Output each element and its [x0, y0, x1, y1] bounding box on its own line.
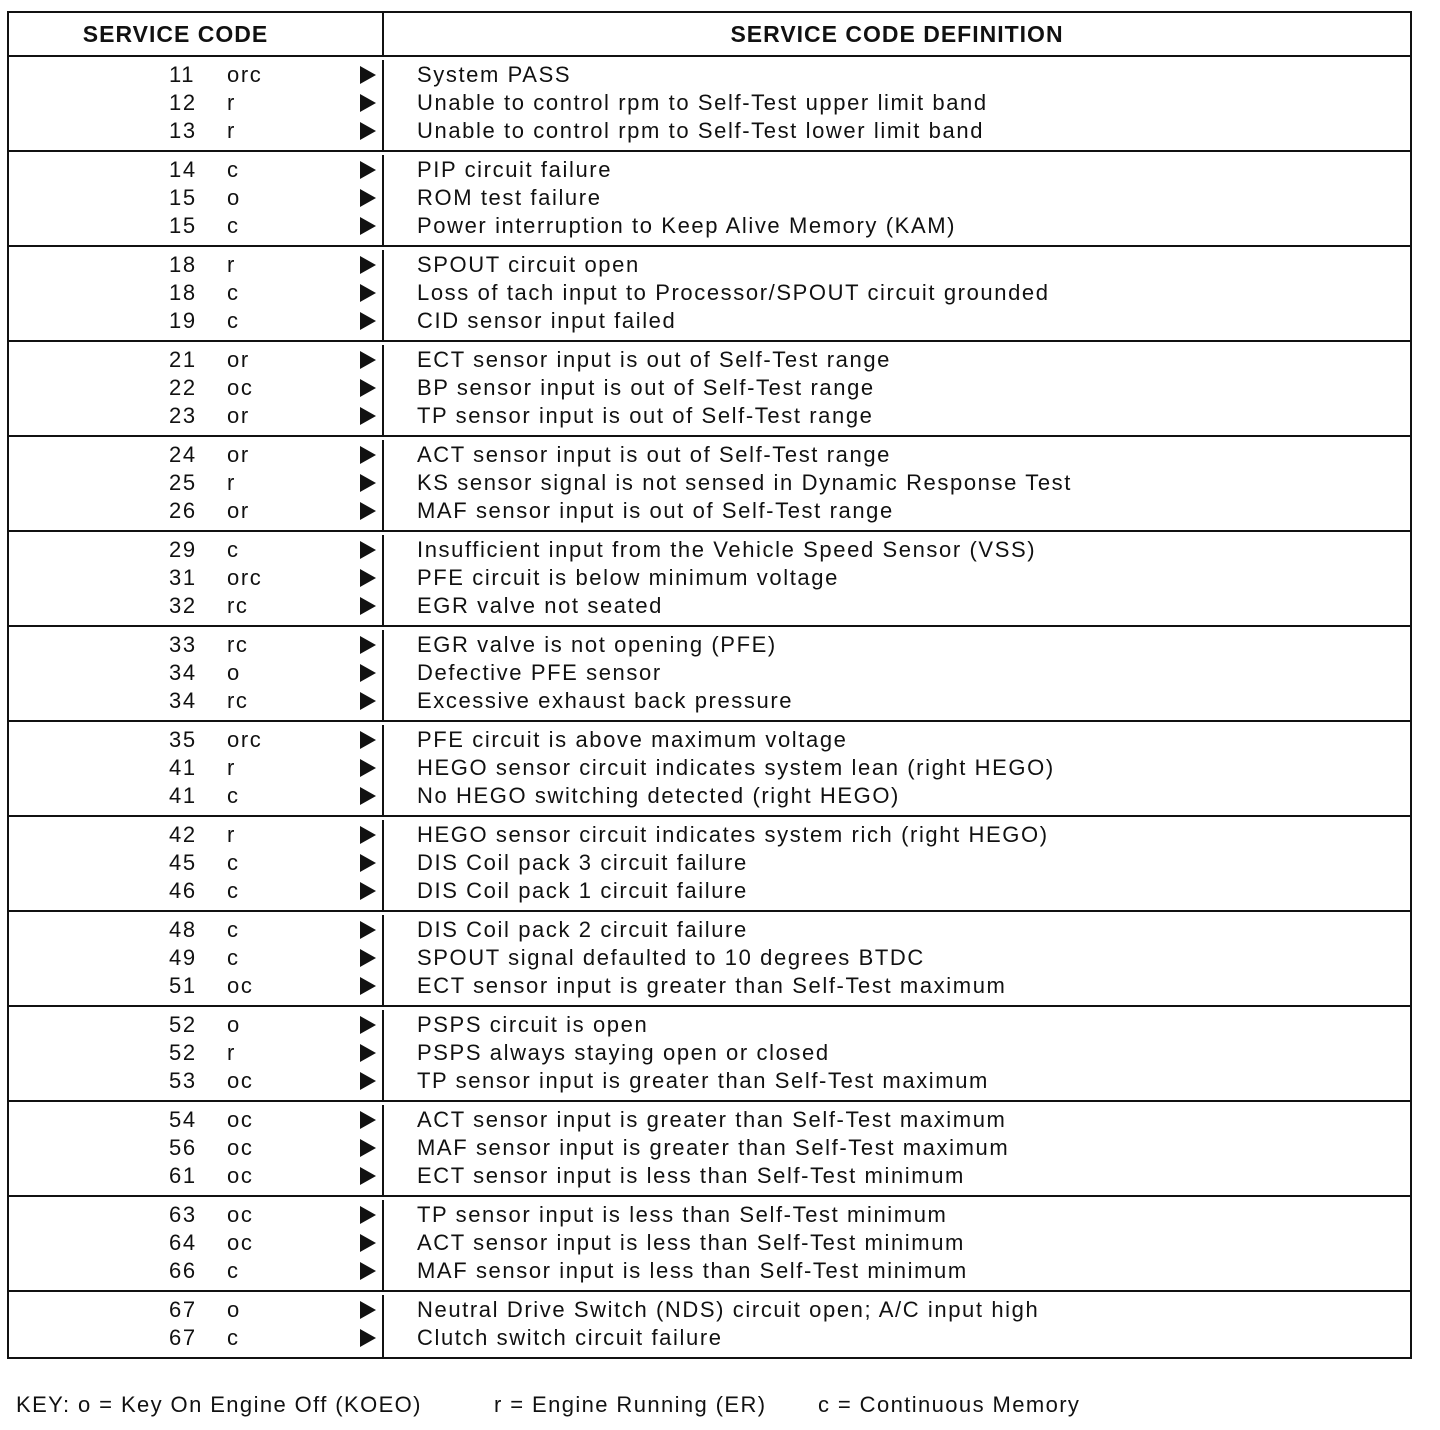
code-definition: Unable to control rpm to Self-Test lower limit band — [417, 118, 985, 143]
table-row — [9, 754, 382, 782]
service-code-number: 31 — [169, 565, 197, 590]
code-column — [9, 630, 384, 720]
test-condition: o — [227, 660, 241, 685]
code-definition: TP sensor input is out of Self-Test range — [417, 403, 874, 428]
code-group — [9, 1292, 1410, 1357]
pointer-arrow-icon — [360, 1301, 376, 1319]
definition-column — [384, 820, 1410, 910]
test-condition: r — [227, 1040, 236, 1065]
service-code-number: 12 — [169, 90, 197, 115]
test-condition: r — [227, 118, 236, 143]
code-definition: ACT sensor input is out of Self-Test range — [417, 442, 891, 467]
code-definition: EGR valve is not opening (PFE) — [417, 632, 777, 657]
service-code-number: 11 — [169, 62, 196, 87]
test-condition: oc — [227, 973, 254, 998]
code-definition: DIS Coil pack 2 circuit failure — [417, 917, 748, 942]
test-condition: rc — [227, 593, 249, 618]
pointer-arrow-icon — [360, 826, 376, 844]
service-code-number: 46 — [169, 878, 197, 903]
code-definition: ECT sensor input is less than Self-Test minimum — [417, 1163, 965, 1188]
pointer-arrow-icon — [360, 1111, 376, 1129]
table-row — [9, 374, 382, 402]
code-definition: Excessive exhaust back pressure — [417, 688, 794, 713]
pointer-arrow-icon — [360, 284, 376, 302]
code-group — [9, 437, 1410, 532]
test-condition: c — [227, 213, 240, 238]
table-row — [9, 564, 382, 592]
service-code-number: 21 — [169, 347, 197, 372]
definition-column — [384, 725, 1410, 815]
code-definition: TP sensor input is greater than Self-Test maximum — [417, 1068, 989, 1093]
test-condition: or — [227, 442, 250, 467]
pointer-arrow-icon — [360, 569, 376, 587]
service-code-number: 34 — [169, 660, 197, 685]
service-code-number: 19 — [169, 308, 197, 333]
table-row — [9, 687, 382, 715]
code-group — [9, 1007, 1410, 1102]
pointer-arrow-icon — [360, 446, 376, 464]
pointer-arrow-icon — [360, 692, 376, 710]
pointer-arrow-icon — [360, 1329, 376, 1347]
pointer-arrow-icon — [360, 882, 376, 900]
service-code-number: 42 — [169, 822, 197, 847]
service-code-number: 52 — [169, 1012, 197, 1037]
code-definition: PIP circuit failure — [417, 157, 613, 182]
code-group — [9, 1197, 1410, 1292]
service-code-number: 54 — [169, 1107, 197, 1132]
table-row — [9, 782, 382, 810]
table-row — [9, 659, 382, 687]
code-definition: No HEGO switching detected (right HEGO) — [417, 783, 900, 808]
code-definition: Insufficient input from the Vehicle Speed Sensor (VSS) — [417, 537, 1037, 562]
service-code-number: 15 — [169, 213, 197, 238]
service-code-number: 13 — [169, 118, 197, 143]
service-code-number: 52 — [169, 1040, 197, 1065]
service-code-number: 35 — [169, 727, 197, 752]
service-code-number: 18 — [169, 252, 197, 277]
code-column — [9, 1295, 384, 1357]
code-column — [9, 1200, 384, 1290]
table-row — [9, 89, 382, 117]
pointer-arrow-icon — [360, 66, 376, 84]
service-code-number: 14 — [169, 157, 197, 182]
service-code-number: 29 — [169, 537, 197, 562]
table-row — [9, 184, 382, 212]
code-definition: ACT sensor input is less than Self-Test minimum — [417, 1230, 965, 1255]
test-condition: or — [227, 347, 250, 372]
service-code-number: 51 — [169, 973, 197, 998]
code-definition: TP sensor input is less than Self-Test minimum — [417, 1202, 948, 1227]
service-code-number: 32 — [169, 593, 197, 618]
code-definition: Unable to control rpm to Self-Test upper limit band — [417, 90, 988, 115]
pointer-arrow-icon — [360, 541, 376, 559]
code-definition: HEGO sensor circuit indicates system lean (right HEGO) — [417, 755, 1055, 780]
definition-column — [384, 630, 1410, 720]
definition-column — [384, 60, 1410, 150]
pointer-arrow-icon — [360, 1167, 376, 1185]
code-column — [9, 820, 384, 910]
pointer-arrow-icon — [360, 312, 376, 330]
pointer-arrow-icon — [360, 731, 376, 749]
table-row — [9, 1039, 382, 1067]
table-row — [9, 279, 382, 307]
code-definition: Clutch switch circuit failure — [417, 1325, 723, 1350]
code-definition: MAF sensor input is greater than Self-Test maximum — [417, 1135, 1010, 1160]
pointer-arrow-icon — [360, 1016, 376, 1034]
table-row — [9, 212, 382, 240]
code-definition: MAF sensor input is out of Self-Test range — [417, 498, 894, 523]
table-row — [9, 1229, 382, 1257]
table-row — [9, 1296, 382, 1324]
table-row — [9, 469, 382, 497]
test-condition: rc — [227, 632, 249, 657]
service-code-number: 48 — [169, 917, 197, 942]
table-row — [9, 1324, 382, 1352]
code-definition: ACT sensor input is greater than Self-Test maximum — [417, 1107, 1007, 1132]
service-code-number: 67 — [169, 1325, 197, 1350]
code-group — [9, 57, 1410, 152]
service-code-header: SERVICE CODE — [9, 13, 384, 55]
legend-key-c: c = Continuous Memory — [818, 1392, 1081, 1417]
service-code-number: 67 — [169, 1297, 197, 1322]
code-definition: DIS Coil pack 1 circuit failure — [417, 878, 748, 903]
test-condition: orc — [227, 727, 263, 752]
test-condition: c — [227, 878, 240, 903]
test-condition: oc — [227, 1202, 254, 1227]
legend-key-r: r = Engine Running (ER) — [494, 1392, 767, 1417]
test-condition: c — [227, 1325, 240, 1350]
service-code-number: 18 — [169, 280, 197, 305]
service-code-number: 66 — [169, 1258, 197, 1283]
test-condition: o — [227, 185, 241, 210]
code-definition: CID sensor input failed — [417, 308, 677, 333]
code-group — [9, 722, 1410, 817]
test-condition: oc — [227, 1163, 254, 1188]
test-condition: orc — [227, 565, 263, 590]
table-row — [9, 1201, 382, 1229]
service-code-number: 63 — [169, 1202, 197, 1227]
code-group — [9, 247, 1410, 342]
code-column — [9, 725, 384, 815]
code-definition: EGR valve not seated — [417, 593, 664, 618]
service-code-definition-header: SERVICE CODE DEFINITION — [730, 20, 1064, 47]
service-code-number: 23 — [169, 403, 197, 428]
code-group — [9, 152, 1410, 247]
pointer-arrow-icon — [360, 474, 376, 492]
code-column — [9, 1010, 384, 1100]
code-definition: ROM test failure — [417, 185, 602, 210]
code-definition: Defective PFE sensor — [417, 660, 662, 685]
code-column — [9, 915, 384, 1005]
service-code-number: 45 — [169, 850, 197, 875]
code-definition: BP sensor input is out of Self-Test range — [417, 375, 875, 400]
table-row — [9, 346, 382, 374]
code-definition: DIS Coil pack 3 circuit failure — [417, 850, 748, 875]
table-row — [9, 877, 382, 905]
code-group — [9, 532, 1410, 627]
definition-column — [384, 1010, 1410, 1100]
table-row — [9, 726, 382, 754]
table-row — [9, 117, 382, 145]
service-code-number: 15 — [169, 185, 197, 210]
pointer-arrow-icon — [360, 256, 376, 274]
pointer-arrow-icon — [360, 921, 376, 939]
pointer-arrow-icon — [360, 1234, 376, 1252]
service-code-number: 41 — [169, 755, 197, 780]
code-definition: SPOUT signal defaulted to 10 degrees BTDC — [417, 945, 925, 970]
test-condition: r — [227, 470, 236, 495]
test-condition: o — [227, 1012, 241, 1037]
table-row — [9, 1067, 382, 1095]
test-condition: rc — [227, 688, 249, 713]
code-definition: System PASS — [417, 62, 572, 87]
test-condition: c — [227, 280, 240, 305]
definition-column — [384, 345, 1410, 435]
test-condition: c — [227, 1258, 240, 1283]
code-definition: PSPS always staying open or closed — [417, 1040, 830, 1065]
pointer-arrow-icon — [360, 977, 376, 995]
pointer-arrow-icon — [360, 854, 376, 872]
test-condition: oc — [227, 1230, 254, 1255]
test-condition: oc — [227, 1135, 254, 1160]
definition-column — [384, 155, 1410, 245]
definition-column — [384, 535, 1410, 625]
legend-key-o: KEY: o = Key On Engine Off (KOEO) — [16, 1392, 422, 1417]
table-row — [9, 251, 382, 279]
pointer-arrow-icon — [360, 122, 376, 140]
table-row — [9, 1134, 382, 1162]
test-condition: c — [227, 537, 240, 562]
definition-column — [384, 1200, 1410, 1290]
pointer-arrow-icon — [360, 407, 376, 425]
pointer-arrow-icon — [360, 1262, 376, 1280]
test-condition: oc — [227, 375, 254, 400]
definition-column — [384, 250, 1410, 340]
test-condition: r — [227, 755, 236, 780]
pointer-arrow-icon — [360, 379, 376, 397]
table-row — [9, 1257, 382, 1285]
table-header — [9, 13, 1410, 57]
test-condition: or — [227, 498, 250, 523]
legend-key — [16, 1392, 1080, 1418]
service-code-table — [7, 11, 1412, 1359]
code-group — [9, 627, 1410, 722]
test-condition: oc — [227, 1107, 254, 1132]
code-group — [9, 1102, 1410, 1197]
code-definition: Neutral Drive Switch (NDS) circuit open; A/C input high — [417, 1297, 1040, 1322]
test-condition: c — [227, 917, 240, 942]
test-condition: r — [227, 252, 236, 277]
code-definition: PFE circuit is below minimum voltage — [417, 565, 839, 590]
code-definition: Power interruption to Keep Alive Memory (KAM) — [417, 213, 957, 238]
code-definition: Loss of tach input to Processor/SPOUT circuit grounded — [417, 280, 1050, 305]
table-row — [9, 307, 382, 335]
test-condition: c — [227, 308, 240, 333]
code-definition: ECT sensor input is out of Self-Test range — [417, 347, 891, 372]
pointer-arrow-icon — [360, 787, 376, 805]
table-row — [9, 944, 382, 972]
table-row — [9, 916, 382, 944]
service-code-number: 41 — [169, 783, 197, 808]
code-definition: MAF sensor input is less than Self-Test minimum — [417, 1258, 968, 1283]
code-group — [9, 342, 1410, 437]
pointer-arrow-icon — [360, 636, 376, 654]
definition-column — [384, 1295, 1410, 1357]
pointer-arrow-icon — [360, 1044, 376, 1062]
code-definition: PFE circuit is above maximum voltage — [417, 727, 848, 752]
test-condition: or — [227, 403, 250, 428]
service-code-number: 34 — [169, 688, 197, 713]
table-row — [9, 592, 382, 620]
test-condition: oc — [227, 1068, 254, 1093]
pointer-arrow-icon — [360, 161, 376, 179]
table-row — [9, 497, 382, 525]
pointer-arrow-icon — [360, 351, 376, 369]
table-row — [9, 1106, 382, 1134]
code-column — [9, 60, 384, 150]
code-column — [9, 440, 384, 530]
table-row — [9, 631, 382, 659]
service-code-number: 24 — [169, 442, 197, 467]
service-code-number: 64 — [169, 1230, 197, 1255]
pointer-arrow-icon — [360, 502, 376, 520]
code-column — [9, 1105, 384, 1195]
pointer-arrow-icon — [360, 949, 376, 967]
code-group — [9, 912, 1410, 1007]
service-code-number: 61 — [169, 1163, 197, 1188]
pointer-arrow-icon — [360, 189, 376, 207]
code-definition: KS sensor signal is not sensed in Dynamic Response Test — [417, 470, 1072, 495]
code-groups — [9, 57, 1410, 1357]
code-definition: ECT sensor input is greater than Self-Test maximum — [417, 973, 1007, 998]
service-code-number: 22 — [169, 375, 197, 400]
service-code-number: 26 — [169, 498, 197, 523]
definition-column — [384, 1105, 1410, 1195]
test-condition: r — [227, 822, 236, 847]
test-condition: c — [227, 945, 240, 970]
definition-column — [384, 440, 1410, 530]
pointer-arrow-icon — [360, 94, 376, 112]
code-definition: HEGO sensor circuit indicates system rich (right HEGO) — [417, 822, 1049, 847]
code-column — [9, 155, 384, 245]
service-code-number: 33 — [169, 632, 197, 657]
pointer-arrow-icon — [360, 1206, 376, 1224]
table-row — [9, 821, 382, 849]
table-row — [9, 1011, 382, 1039]
service-code-number: 53 — [169, 1068, 197, 1093]
test-condition: c — [227, 157, 240, 182]
pointer-arrow-icon — [360, 217, 376, 235]
table-row — [9, 1162, 382, 1190]
table-row — [9, 441, 382, 469]
pointer-arrow-icon — [360, 1072, 376, 1090]
test-condition: o — [227, 1297, 241, 1322]
code-column — [9, 345, 384, 435]
code-column — [9, 535, 384, 625]
definition-column — [384, 915, 1410, 1005]
test-condition: c — [227, 850, 240, 875]
code-definition: SPOUT circuit open — [417, 252, 640, 277]
service-code-number: 49 — [169, 945, 197, 970]
test-condition: orc — [227, 62, 263, 87]
service-code-number: 25 — [169, 470, 197, 495]
pointer-arrow-icon — [360, 597, 376, 615]
service-code-number: 56 — [169, 1135, 197, 1160]
code-definition: PSPS circuit is open — [417, 1012, 649, 1037]
test-condition: r — [227, 90, 236, 115]
table-row — [9, 402, 382, 430]
code-column — [9, 250, 384, 340]
table-row — [9, 849, 382, 877]
test-condition: c — [227, 783, 240, 808]
code-group — [9, 817, 1410, 912]
table-row — [9, 156, 382, 184]
pointer-arrow-icon — [360, 664, 376, 682]
pointer-arrow-icon — [360, 1139, 376, 1157]
table-row — [9, 536, 382, 564]
table-row — [9, 972, 382, 1000]
table-row — [9, 61, 382, 89]
pointer-arrow-icon — [360, 759, 376, 777]
